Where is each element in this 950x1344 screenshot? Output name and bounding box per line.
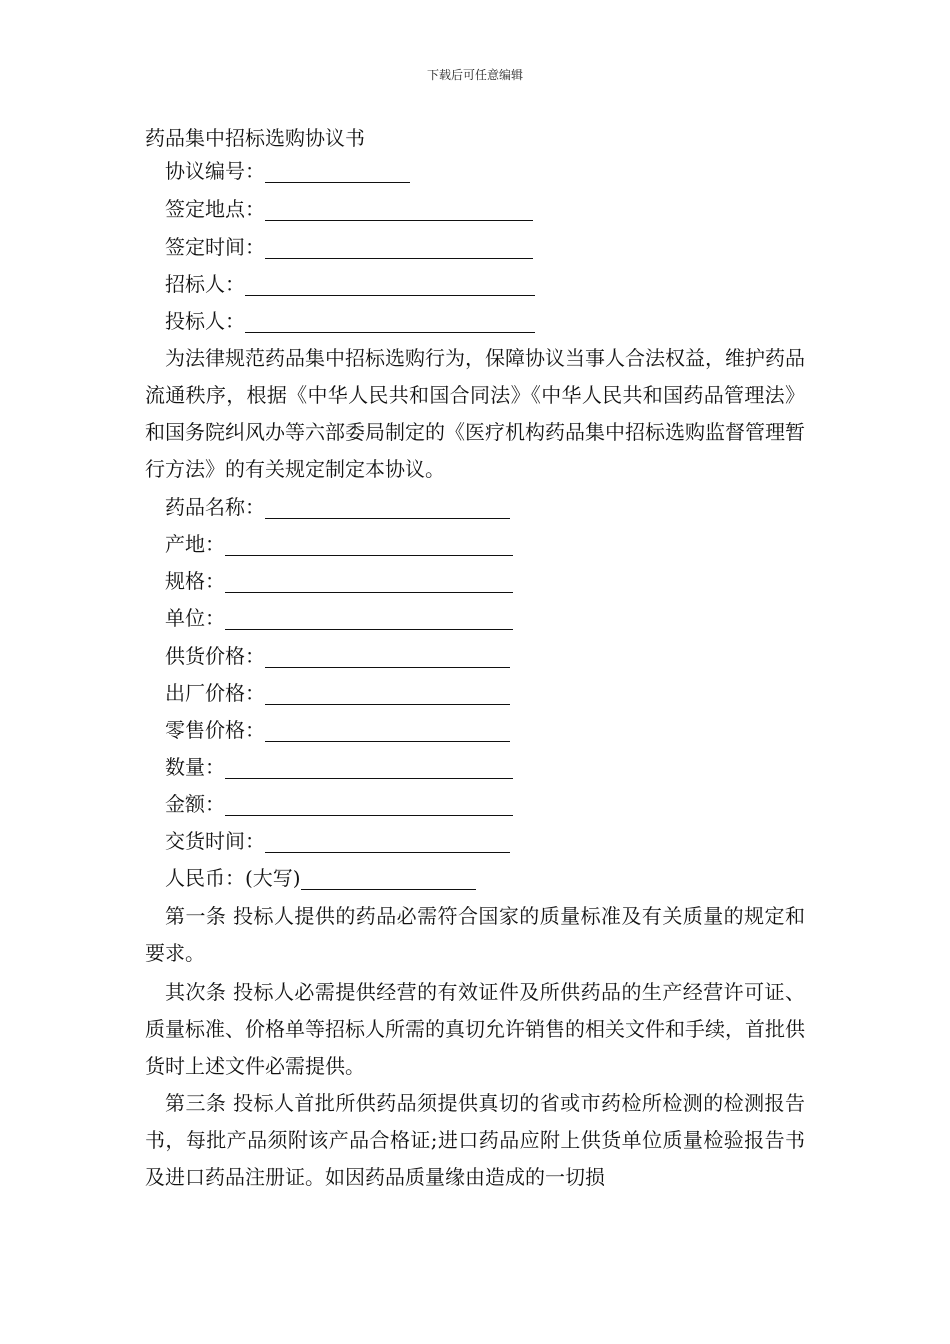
field-blank-line	[265, 191, 533, 221]
field-blank-line	[265, 823, 510, 853]
field-label: 供货价格：	[165, 644, 265, 668]
field-signing-time	[165, 229, 533, 265]
field-label: 规格：	[165, 569, 225, 593]
article-3: 第三条 投标人首批所供药品须提供真切的省或市药检所检测的检测报告书，每批产品须附该产品合格证;进口药品应附上供货单位质量检验报告书及进口药品注册证。如因药品质量缘由造成的一切损	[145, 1091, 805, 1189]
field-signing-place	[165, 191, 533, 227]
field-supply-price	[165, 638, 510, 674]
field-blank-line	[265, 712, 510, 742]
field-origin	[165, 526, 513, 562]
field-rmb-uppercase	[165, 860, 476, 896]
field-label: 协议编号：	[165, 159, 265, 183]
field-factory-price	[165, 675, 510, 711]
field-blank-line	[265, 638, 510, 668]
field-label: 药品名称：	[165, 495, 265, 519]
field-label: 数量：	[165, 755, 225, 779]
field-agreement-number	[165, 153, 410, 189]
field-blank-line	[301, 860, 476, 890]
field-blank-line	[225, 600, 513, 630]
field-label: 人民币：(大写)	[165, 866, 301, 890]
field-label: 签定时间：	[165, 235, 265, 259]
field-label: 投标人：	[165, 309, 245, 333]
field-retail-price	[165, 712, 510, 748]
field-blank-line	[265, 489, 510, 519]
field-label: 单位：	[165, 606, 225, 630]
field-label: 签定地点：	[165, 197, 265, 221]
field-label: 招标人：	[165, 272, 245, 296]
field-blank-line	[225, 749, 513, 779]
field-amount	[165, 786, 513, 822]
field-label: 产地：	[165, 532, 225, 556]
article-1: 第一条 投标人提供的药品必需符合国家的质量标准及有关质量的规定和要求。	[145, 904, 805, 965]
article-2: 其次条 投标人必需提供经营的有效证件及所供药品的生产经营许可证、质量标准、价格单等招标人所需的真切允许销售的相关文件和手续，首批供货时上述文件必需提供。	[145, 980, 805, 1078]
field-blank-line	[225, 786, 513, 816]
field-quantity	[165, 749, 513, 785]
field-blank-line	[265, 153, 410, 183]
field-blank-line	[225, 563, 513, 593]
field-blank-line	[225, 526, 513, 556]
field-drug-name	[165, 489, 510, 525]
field-label: 交货时间：	[165, 829, 265, 853]
field-unit	[165, 600, 513, 636]
field-delivery-time	[165, 823, 510, 859]
field-blank-line	[245, 266, 535, 296]
preamble-paragraph: 为法律规范药品集中招标选购行为，保障协议当事人合法权益，维护药品流通秩序，根据《中华人民共和国合同法》《中华人民共和国药品管理法》和国务院纠风办等六部委局制定的《医疗机构药品集中招标选购监督管理暂行方法》的有关规定制定本协议。	[145, 346, 805, 481]
field-bidder	[165, 303, 535, 339]
field-tenderer	[165, 266, 535, 302]
field-label: 零售价格：	[165, 718, 265, 742]
field-blank-line	[245, 303, 535, 333]
field-label: 金额：	[165, 792, 225, 816]
document-title: 药品集中招标选购协议书	[145, 126, 365, 150]
field-blank-line	[265, 229, 533, 259]
header-note: 下载后可任意编辑	[426, 68, 523, 82]
field-blank-line	[265, 675, 510, 705]
field-label: 出厂价格：	[165, 681, 265, 705]
field-specification	[165, 563, 513, 599]
